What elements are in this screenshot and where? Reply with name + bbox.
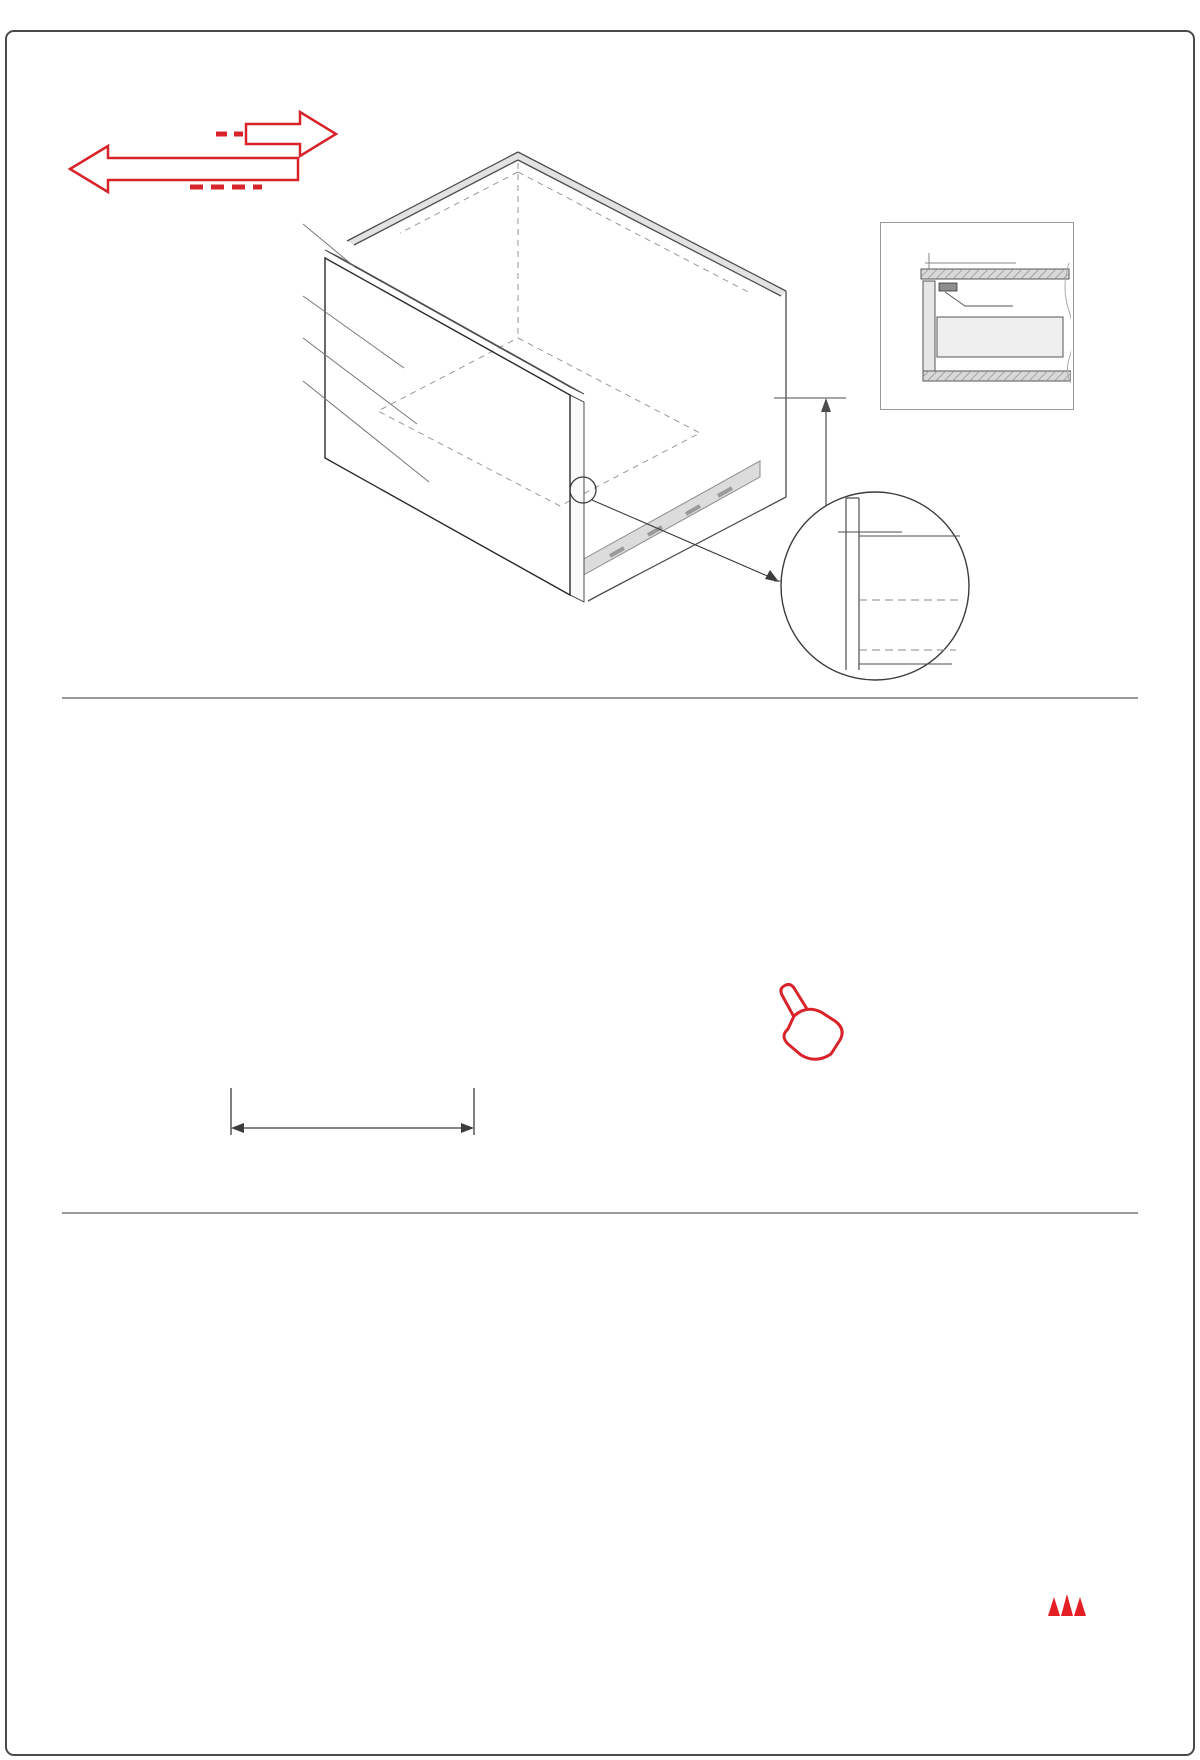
gap-detail-circle	[781, 492, 969, 680]
inset-drawing	[880, 222, 1074, 410]
divider-2	[62, 1212, 1138, 1214]
brand-flames-icon	[1048, 1594, 1088, 1616]
press-hand-icon	[740, 950, 852, 1062]
divider-1	[62, 697, 1138, 699]
stability-fan-chart	[230, 1310, 1000, 1580]
page-title	[360, 82, 1100, 114]
w-dimension-arrow	[116, 1087, 586, 1145]
activation-grid-chart	[136, 804, 570, 1088]
drawer-rail	[580, 461, 760, 577]
brand-strike-line	[952, 1643, 1134, 1647]
brand-logo	[950, 1594, 1156, 1694]
